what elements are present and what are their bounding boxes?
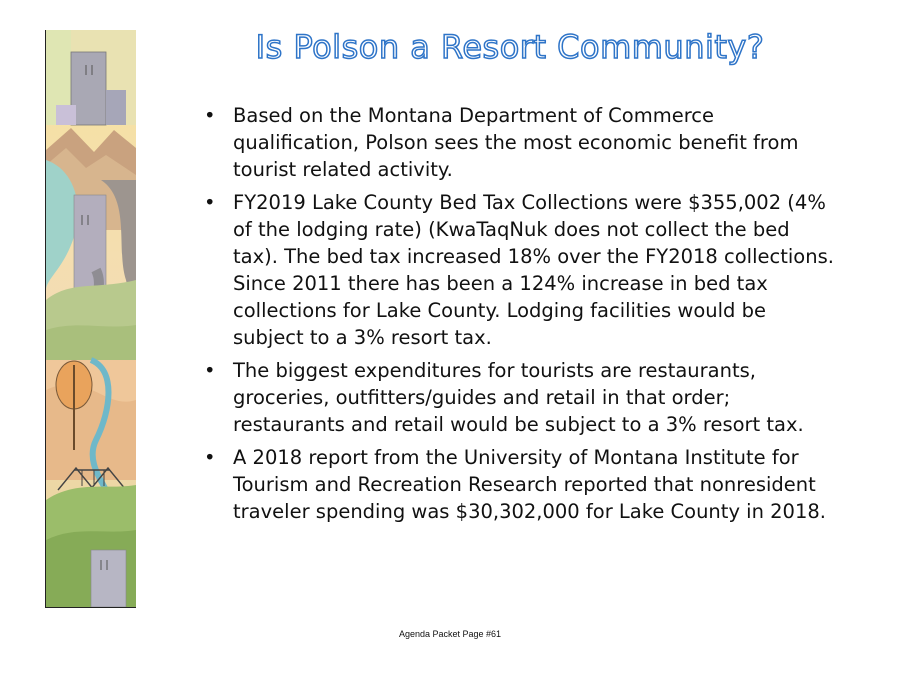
bullet-item [200, 189, 840, 351]
bullet-marker: • [204, 191, 216, 214]
bullet-item [200, 102, 840, 183]
town-landscape-illustration [46, 30, 136, 607]
decorative-side-illustration [45, 30, 136, 608]
bullet-text: A 2018 report from the University of Montana Institute for Tourism and Recreation Research reported that nonresident traveler spending was $30,302,000 for Lake County in 2018. [233, 446, 826, 523]
bullet-item [200, 444, 840, 525]
bullet-list [200, 102, 840, 531]
page-footer: Agenda Packet Page #61 [398, 629, 502, 639]
bullet-marker: • [204, 446, 216, 469]
bullet-text: Based on the Montana Department of Commerce qualification, Polson sees the most economic benefit from tourist related activity. [233, 104, 799, 181]
bullet-text: FY2019 Lake County Bed Tax Collections were $355,002 (4% of the lodging rate) (KwaTaqNuk does not collect the bed tax). The bed tax increased 18% over the FY2018 collections. Since 2011 there has been a 124% increase in bed tax collections for Lake County. Lodging facilities would be subject to a 3% resort tax. [233, 191, 834, 349]
slide-title: Is Polson a Resort Community? [255, 28, 765, 66]
bullet-text: The biggest expenditures for tourists are restaurants, groceries, outfitters/guides and retail in that order; restaurants and retail would be subject to a 3% resort tax. [233, 359, 804, 436]
bullet-marker: • [204, 359, 216, 382]
bullet-marker: • [204, 104, 216, 127]
bullet-item [200, 357, 840, 438]
